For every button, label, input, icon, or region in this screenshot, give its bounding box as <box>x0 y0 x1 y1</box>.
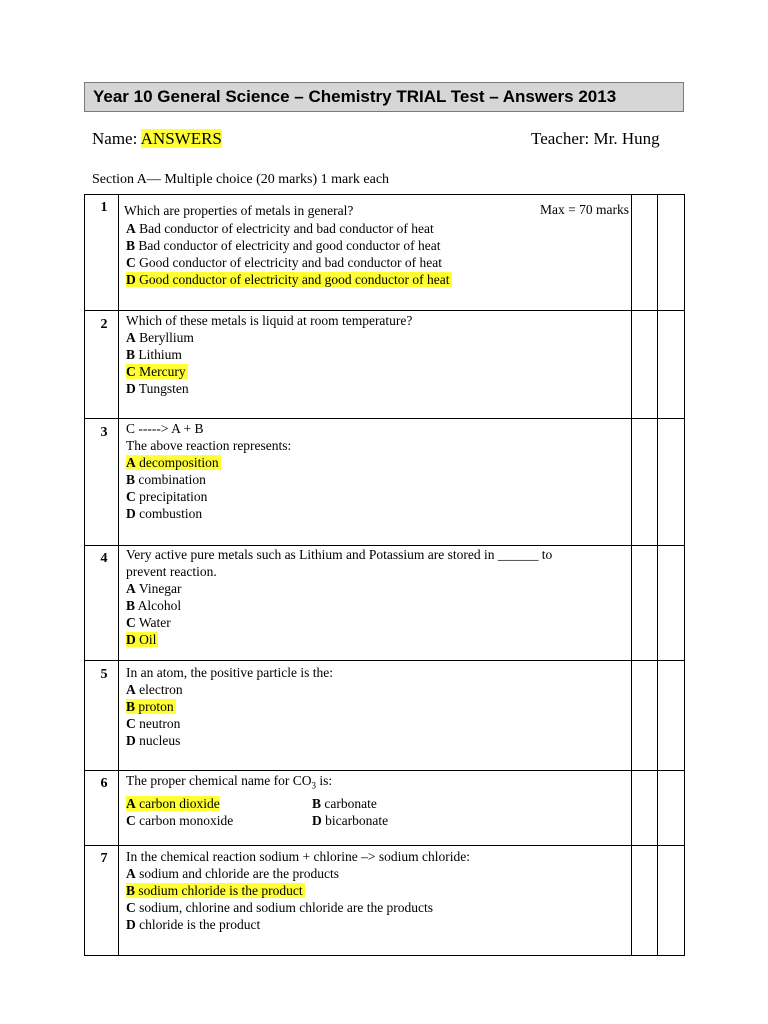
question-text: Which of these metals is liquid at room temperature? <box>126 313 413 328</box>
table-border-bottom <box>84 955 685 956</box>
option-b: B Bad conductor of electricity and good conductor of heat <box>126 238 441 253</box>
page-title: Year 10 General Science – Chemistry TRIAL Test – Answers 2013 <box>93 87 617 106</box>
option-c: C neutron <box>126 716 181 731</box>
option-a: A Vinegar <box>126 581 182 596</box>
option-d-correct: D Good conductor of electricity and good conductor of heat <box>126 272 450 287</box>
question-7 <box>126 848 470 933</box>
option-c: C precipitation <box>126 489 208 504</box>
section-heading: Section A— Multiple choice (20 marks) 1 mark each <box>92 172 390 187</box>
option-b-correct: B proton <box>126 699 174 714</box>
question-text: Very active pure metals such as Lithium and Potassium are stored in ______ to <box>126 547 553 562</box>
question-3 <box>126 420 291 522</box>
option-d: D nucleus <box>126 733 181 748</box>
name-row <box>92 129 222 149</box>
question-number: 4 <box>100 551 108 566</box>
question-number: 7 <box>100 851 108 866</box>
option-c: C Water <box>126 615 171 630</box>
option-c: C sodium, chlorine and sodium chloride are the products <box>126 900 434 915</box>
option-c-correct: C Mercury <box>126 364 186 379</box>
question-number: 3 <box>100 425 108 440</box>
question-2 <box>126 312 412 397</box>
option-a-correct: A carbon dioxide <box>126 795 220 811</box>
question-number: 6 <box>100 776 108 791</box>
option-d: D bicarbonate <box>312 812 389 828</box>
table-row-divider <box>84 770 685 771</box>
question-text: In the chemical reaction sodium + chlorine –> sodium chloride: <box>126 849 471 864</box>
question-text-cont: prevent reaction. <box>126 564 217 579</box>
table-row-divider <box>84 845 685 846</box>
question-number: 2 <box>100 317 108 332</box>
question-1 <box>124 202 452 288</box>
table-row-divider <box>84 418 685 419</box>
option-b: B Alcohol <box>126 598 182 613</box>
title-box <box>84 82 684 112</box>
table-border-right <box>684 194 685 956</box>
option-a: A sodium and chloride are the products <box>126 866 339 881</box>
question-6 <box>126 772 388 829</box>
question-4 <box>126 546 552 648</box>
table-row-divider <box>84 194 685 195</box>
option-a: A electron <box>126 682 183 697</box>
option-b: B Lithium <box>126 347 182 362</box>
table-border-left <box>84 194 85 956</box>
question-text: Which are properties of metals in general? <box>124 203 354 218</box>
question-number: 1 <box>100 200 108 215</box>
table-row-divider <box>84 310 685 311</box>
option-c: C Good conductor of electricity and bad conductor of heat <box>126 255 443 270</box>
option-a-correct: A decomposition <box>126 455 219 470</box>
question-5 <box>126 664 333 749</box>
option-d: D chloride is the product <box>126 917 261 932</box>
option-d: D Tungsten <box>126 381 189 396</box>
option-a: A Beryllium <box>126 330 194 345</box>
option-a: A Bad conductor of electricity and bad conductor of heat <box>126 221 434 236</box>
option-b: B carbonate <box>312 795 377 811</box>
question-text: The proper chemical name for $CO_3$ is: <box>126 773 333 791</box>
option-b-correct: B sodium chloride is the product <box>126 883 303 898</box>
table-col-divider <box>631 194 632 956</box>
table-col-divider <box>657 194 658 956</box>
table-row-divider <box>84 660 685 661</box>
option-c: C carbon monoxide <box>126 812 234 828</box>
table-col-divider <box>118 194 119 956</box>
question-number: 5 <box>100 667 108 682</box>
name-label: Name: <box>92 129 138 148</box>
max-marks: Max = 70 marks <box>540 202 629 217</box>
name-value: ANSWERS <box>140 129 222 148</box>
question-text: The above reaction represents: <box>126 438 292 453</box>
question-text: In an atom, the positive particle is the: <box>126 665 333 680</box>
option-b: B combination <box>126 472 206 487</box>
question-reaction: C -----> A + B <box>126 421 204 436</box>
teacher-label: Teacher: Mr. Hung <box>531 129 660 148</box>
option-d: D combustion <box>126 506 203 521</box>
option-d-correct: D Oil <box>126 632 157 647</box>
